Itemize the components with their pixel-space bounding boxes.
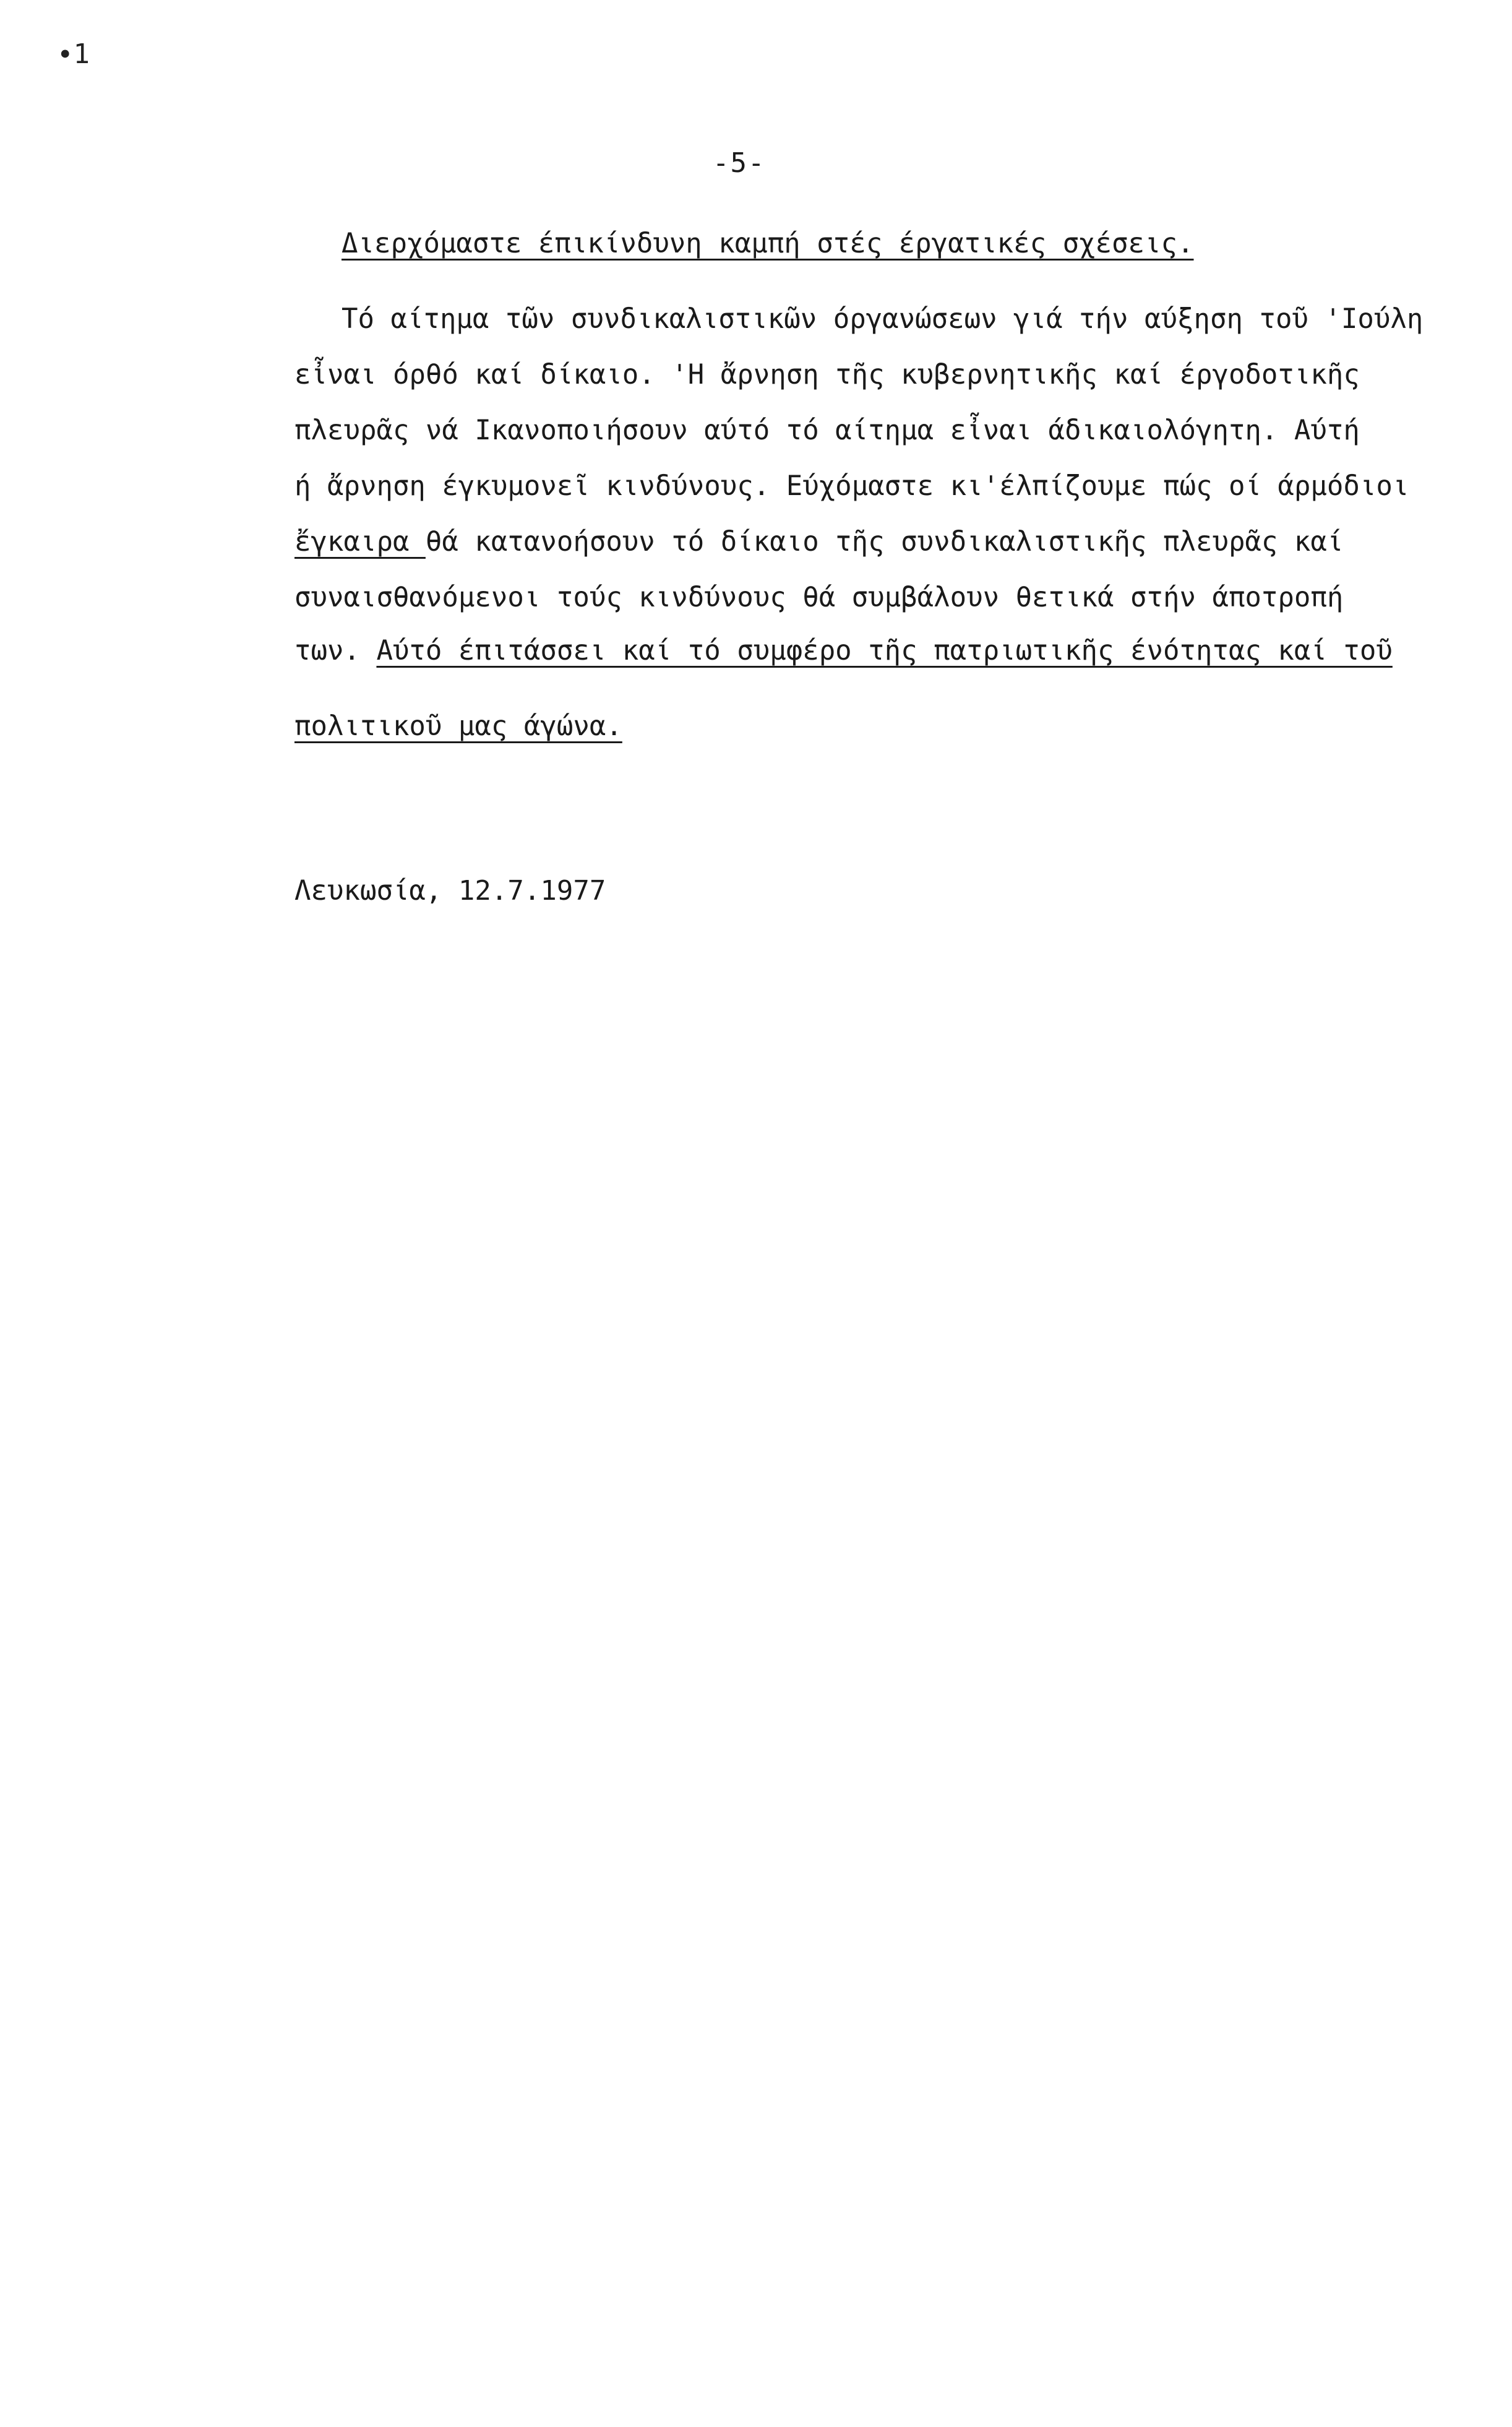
body-line-5-underlined: ἔγκαιρα (294, 526, 426, 558)
body-line-7 (294, 637, 1393, 665)
body-line-3-text: πλευρᾶς νά Ικανοποιήσουν αύτό τό αίτημα εἶναι άδικαιολόγητη. Αύτή (294, 415, 1360, 446)
body-line-7-underlined: Αύτό έπιτάσσει καί τό συμφέρο τῆς πατριωτικῆς ένότητας καί τοῦ (376, 635, 1393, 666)
body-line-8 (294, 710, 622, 742)
body-line-6-text: συναισθανόμενοι τούς κινδύνους θά συμβάλουν θετικά στήν άποτροπή (294, 582, 1344, 613)
document-heading: Διερχόμαστε έπικίνδυνη καμπή στές έργατικές σχέσεις. (341, 228, 1194, 259)
body-line-2-text: εἶναι όρθό καί δίκαιο. 'Η ἄρνηση τῆς κυβερνητικῆς καί έργοδοτικῆς (294, 359, 1360, 390)
body-line-6 (294, 584, 1343, 611)
body-line-4 (294, 470, 1409, 502)
corner-mark: ∙1 (57, 38, 90, 70)
body-line-8-underlined: πολιτικοῦ μας άγώνα. (294, 710, 622, 742)
body-line-2 (294, 361, 1360, 389)
body-line-7-text: των. (294, 635, 377, 666)
page-number: -5- (713, 147, 766, 179)
place-date: Λευκωσία, 12.7.1977 (294, 875, 606, 907)
body-line-3 (294, 417, 1360, 444)
body-line-1 (341, 303, 1424, 335)
body-line-1-text: Τό αίτημα τῶν συνδικαλιστικῶν όργανώσεων γιά τήν αύξηση τοῦ 'Ιούλη (341, 303, 1424, 335)
body-line-5-text: θά κατανοήσουν τό δίκαιο τῆς συνδικαλιστικῆς πλευρᾶς καί (425, 526, 1344, 558)
body-line-5 (294, 528, 1343, 556)
body-line-4-text: ή ἄρνηση έγκυμονεῖ κινδύνους. Εύχόμαστε κι'έλπίζουμε πώς οί άρμόδιοι (294, 470, 1409, 502)
